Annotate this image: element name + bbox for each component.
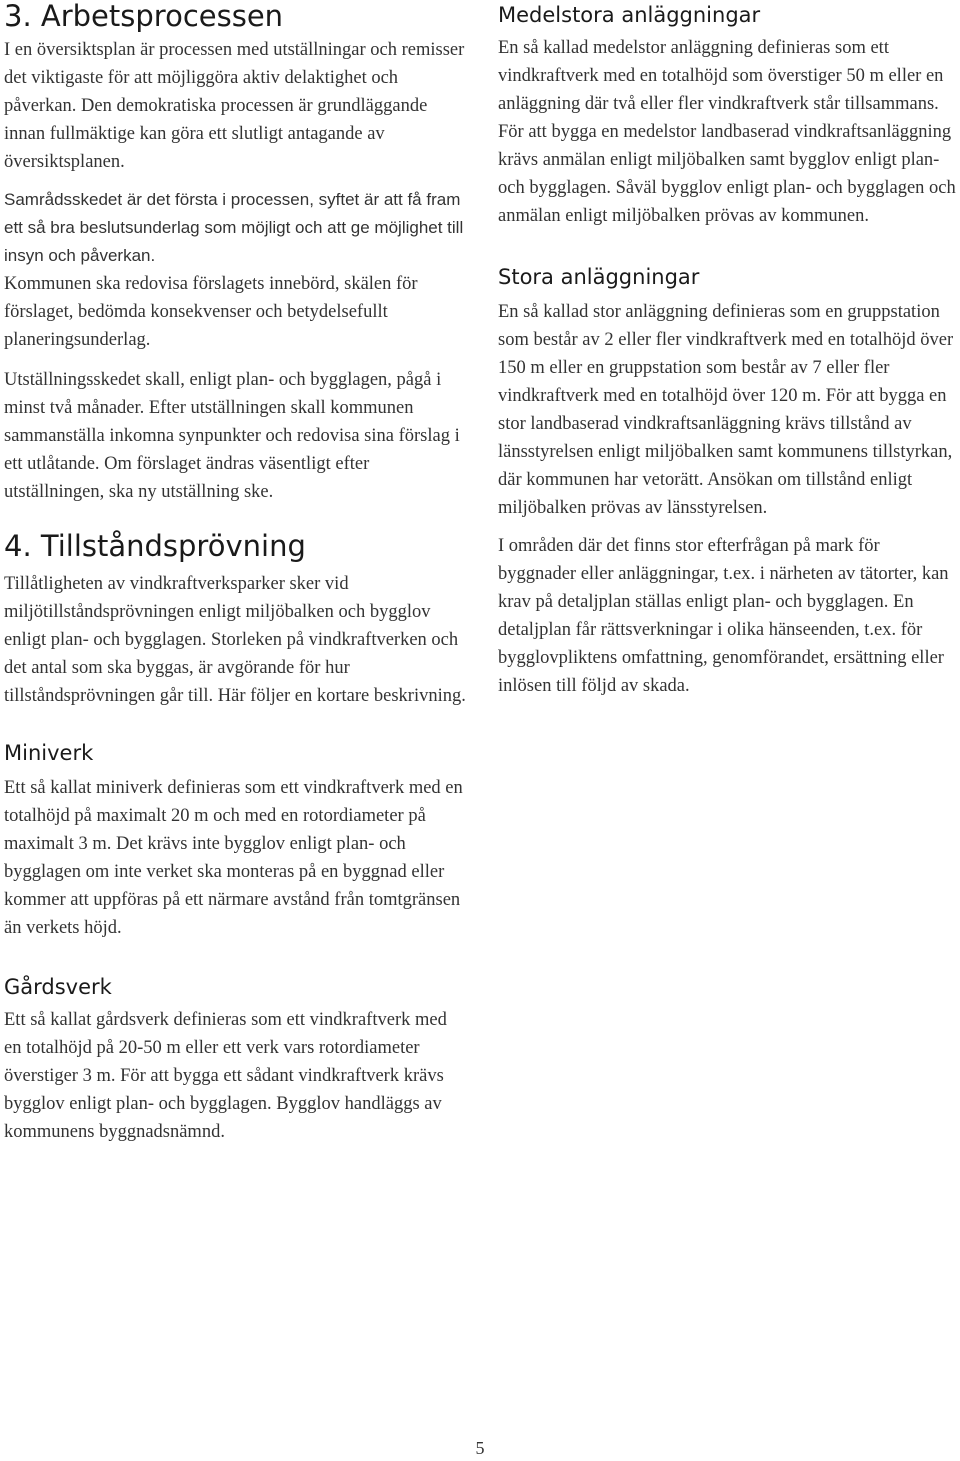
medelstora-heading: Medelstora anläggningar bbox=[498, 3, 761, 27]
gardsverk-paragraph: Ett så kallat gårdsverk definieras som ett vindkraftverk med en totalhöjd på 20-50 m eller ett verk vars rotordiameter överstiger 3 m. För att bygga ett sådant vindkraftverk krävs bygglov enligt plan- och bygglagen. Bygglov handläggs av kommunens byggnadsnämnd. bbox=[4, 1010, 447, 1142]
kommunen-redovisa-paragraph: Kommunen ska redovisa förslagets innebörd, skälen för förslaget, bedömda konsekvenser och betydelsefullt planeringsunderlag. bbox=[4, 274, 418, 350]
section-4-paragraph: Tillåtligheten av vindkraftverksparker sker vid miljötillståndsprövningen enligt miljöbalken och bygglov enligt plan- och bygglagen. Storleken på vindkraftverken och det antal som ska byggas, är avgörande för hur tillståndsprövningen går till. Här följer en kortare beskrivning. bbox=[4, 574, 466, 706]
stora-heading: Stora anläggningar bbox=[498, 265, 700, 289]
miniverk-heading: Miniverk bbox=[4, 741, 94, 765]
gardsverk-heading: Gårdsverk bbox=[4, 975, 112, 999]
stora-paragraph-1: En så kallad stor anläggning definieras som en gruppstation som består av 2 eller fler vindkraftverk med en totalhöjd över 150 m eller en gruppstation som består av 7 eller fler vindkraftverk med en totalhöjd över 120 m. För att bygga en stor landbaserad vindkraftsanläggning krävs tillstånd av länsstyrelsen enligt miljöbalken samt kommunens tillstyrkan, där kommunen har vetorätt. Ansökan om tillstånd enligt miljöbalken prövas av länsstyrelsen. bbox=[498, 302, 954, 518]
samradsskedet-paragraph: Samrådsskedet är det första i processen, syftet är att få fram ett så bra beslutsunderlag som möjligt och att ge möjlighet till insyn och påverkan. bbox=[4, 190, 464, 265]
stora-paragraph-2: I områden där det finns stor efterfrågan på mark för byggnader eller anläggningar, t.ex. i närheten av tätorter, kan krav på detaljplan ställas enligt plan- och bygglagen. En detaljplan får rättsverkningar i olika hänseenden, t.ex. för bygglovpliktens omfattning, genomförandet, ersättning eller inlösen till följd av skada. bbox=[498, 536, 949, 696]
miniverk-paragraph: Ett så kallat miniverk definieras som ett vindkraftverk med en totalhöjd på maximalt 20 m och med en rotordiameter på maximalt 3 m. Det krävs inte bygglov enligt plan- och bygglagen om inte verket ska monteras på en byggnad eller kommer att uppföras på ett närmare avstånd från tomtgränsen än verkets höjd. bbox=[4, 778, 463, 938]
section-3-heading: 3. Arbetsprocessen bbox=[4, 0, 284, 33]
left-column bbox=[4, 0, 466, 1146]
utstallningsskedet-paragraph: Utställningsskedet skall, enligt plan- och bygglagen, pågå i minst två månader. Efter utställningen skall kommunen sammanställa inkomna synpunkter och redovisa sina förslag i ett utlåtande. Om förslaget ändras väsentligt efter utställningen, ska ny utställning ske. bbox=[4, 370, 460, 502]
section-4-heading: 4. Tillståndsprövning bbox=[4, 529, 306, 563]
section-3-intro-paragraph: I en översiktsplan är processen med utställningar och remisser det viktigaste för att möjliggöra aktiv delaktighet och påverkan. Den demokratiska processen är grundläggande innan fullmäktige kan göra ett slutligt antagande av översiktsplanen. bbox=[4, 40, 465, 172]
page-number: 5 bbox=[475, 1438, 485, 1458]
right-column bbox=[498, 0, 960, 700]
medelstora-paragraph: En så kallad medelstor anläggning definieras som ett vindkraftverk med en totalhöjd som överstiger 50 m eller en anläggning där två eller fler vindkraftverk står tillsammans. För att bygga en medelstor landbaserad vindkraftsanläggning krävs anmälan enligt miljöbalken samt bygglov enligt plan- och bygglagen. Såväl bygglov enligt plan- och bygglagen och anmälan enligt miljöbalken prövas av kommunen. bbox=[498, 38, 956, 226]
